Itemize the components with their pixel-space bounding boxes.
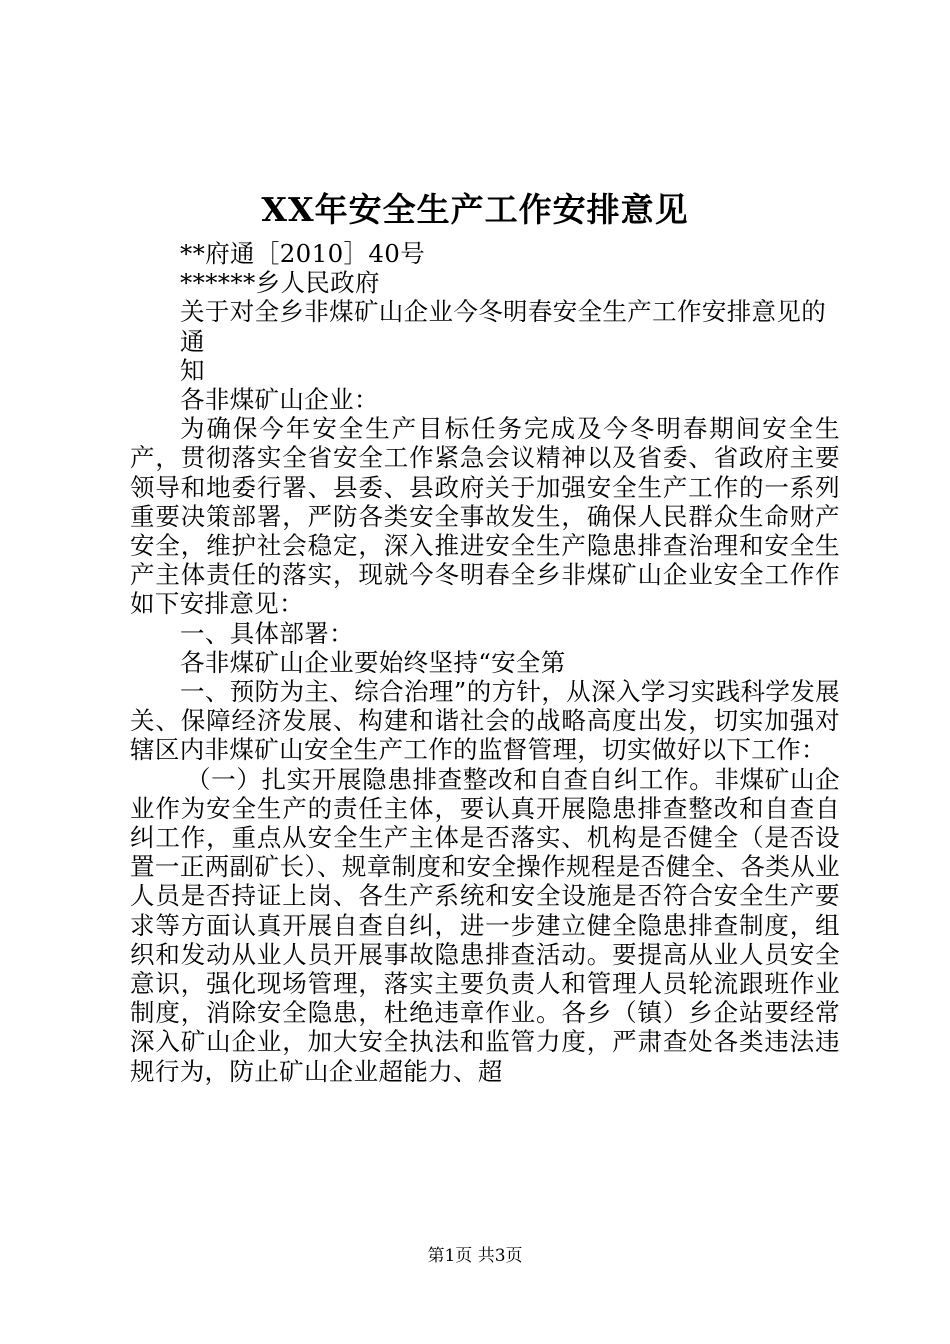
notice-heading: 关于对全乡非煤矿山企业今冬明春安全生产工作安排意见的 [180,297,827,327]
notice-heading-char-2: 知 [180,355,205,385]
body-paragraph: （一）扎实开展隐患排查整改和自查自纠工作。非煤矿山企业作为安全生产的责任主体，要认真开展隐患排查整改和自查自纠工作，重点从安全生产主体是否落实、机构是否健全（是否设置一正两副矿长）、规章制度和安全操作规程是否健全、各类从业人员是否持证上岗、各生产系统和安全设施是否符合安全生产要求等方面认真开展自查自纠，进一步建立健全隐患排查制度，组织和发动从业人员开展事故隐患排查活动。要提高从业人员安全意识，强化现场管理，落实主要负责人和管理人员轮流跟班作业制度，消除安全隐患，杜绝违章作业。各乡（镇）乡企站要经常深入矿山企业，加大安全执法和监管力度，严肃查处各类违法违规行为，防止矿山企业超能力、超 [130,764,840,1086]
notice-heading-char-1: 通 [180,326,205,356]
page-footer: 第1页 共3页 [427,1246,523,1266]
document-title: XX年安全生产工作安排意见 [261,190,689,229]
document-body [130,239,840,1086]
document-number: **府通［2010］40号 [180,239,426,268]
section-heading: 一、具体部署： [180,618,354,648]
salutation: 各非煤矿山企业： [180,385,379,415]
body-paragraph: 为确保今年安全生产目标任务完成及今冬明春期间安全生产，贯彻落实全省安全工作紧急会议精神以及省委、省政府主要领导和地委行署、县委、县政府关于加强安全生产工作的一系列重要决策部署，严防各类安全事故发生，确保人民群众生命财产安全，维护社会稳定，深入推进安全生产隐患排查治理和安全生产主体责任的落实，现就今冬明春全乡非煤矿山企业安全工作作如下安排意见： [130,414,840,619]
body-paragraph: 各非煤矿山企业要始终坚持“安全第 [180,647,566,677]
body-paragraph: 一、预防为主、综合治理”的方针，从深入学习实践科学发展关、保障经济发展、构建和谐社会的战略高度出发，切实加强对辖区内非煤矿山安全生产工作的监督管理，切实做好以下工作： [130,677,840,765]
issuing-authority: ******乡人民政府 [180,268,380,298]
